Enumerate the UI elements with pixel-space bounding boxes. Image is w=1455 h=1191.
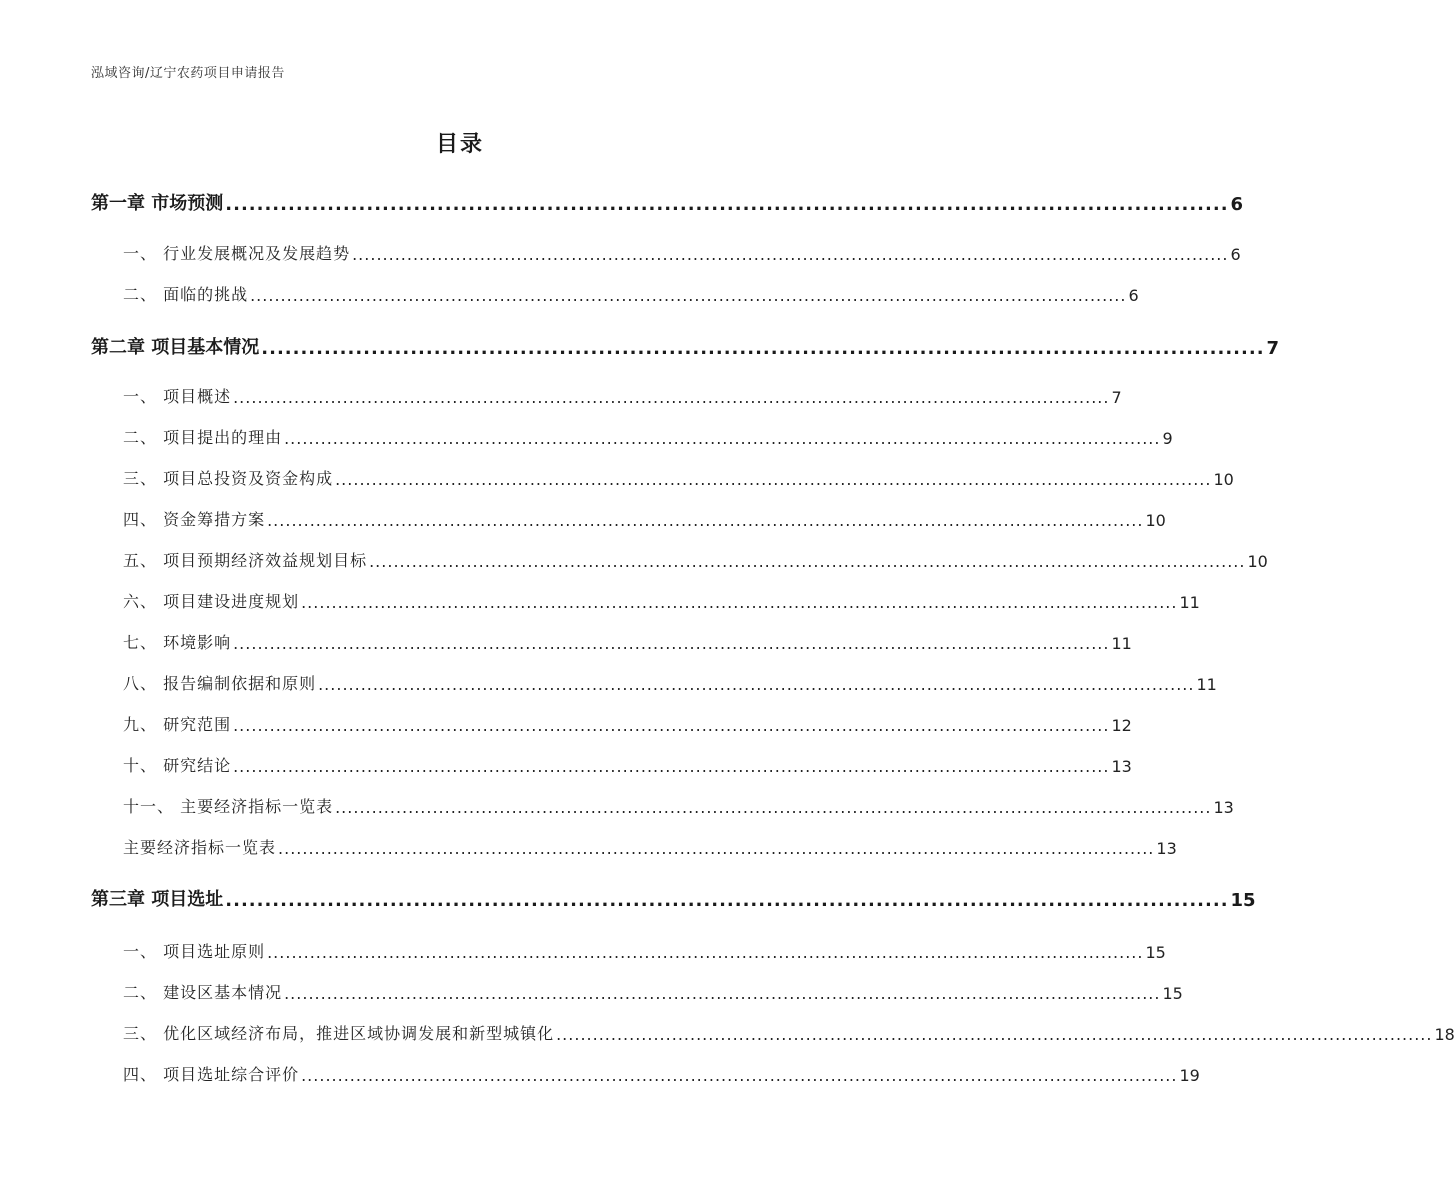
toc-entry-page: 13 (1156, 839, 1177, 858)
toc-leader-dots: ................................................................................................................................................ (233, 388, 1110, 407)
toc-entry-page: 15 (1162, 984, 1183, 1003)
toc-leader-dots: ................................................................................................................................................ (250, 286, 1127, 305)
toc-entry-page: 6 (1128, 286, 1139, 305)
toc-section-2-9[interactable] (123, 711, 1132, 735)
toc-leader-dots: ................................................................................................................................................ (301, 1066, 1178, 1085)
toc-title: 目录 (435, 132, 484, 157)
toc-entry-page: 12 (1111, 716, 1132, 735)
toc-entry-label: 三、 优化区域经济布局，推进区域协调发展和新型城镇化 (123, 1024, 555, 1043)
toc-leader-dots: ................................................................................................................................................ (352, 245, 1229, 264)
toc-entry-label: 十一、 主要经济指标一览表 (123, 797, 334, 816)
toc-section-2-5[interactable] (123, 547, 1268, 571)
toc-leader-dots: ................................................................................................................................ (261, 338, 1265, 359)
toc-leader-dots: ................................................................................................................................................ (284, 429, 1161, 448)
toc-leader-dots: ................................................................................................................................................ (267, 943, 1144, 962)
toc-section-2-1[interactable] (123, 383, 1122, 407)
running-header: 泓域咨询/辽宁农药项目申请报告 (91, 66, 285, 81)
toc-leader-dots: ................................................................................................................................................ (369, 552, 1246, 571)
toc-section-2-4[interactable] (123, 506, 1166, 530)
toc-entry-label: 一、 项目概述 (123, 387, 232, 406)
toc-entry-page: 10 (1145, 511, 1166, 530)
toc-entry-label: 四、 项目选址综合评价 (123, 1065, 300, 1084)
toc-chapter-1[interactable] (91, 189, 1244, 215)
toc-entry-page: 9 (1162, 429, 1173, 448)
toc-entry-label: 二、 建设区基本情况 (123, 983, 283, 1002)
toc-leader-dots: ................................................................................................................................................ (233, 634, 1110, 653)
toc-section-3-3[interactable] (123, 1020, 1455, 1044)
toc-leader-dots: ................................................................................................................................................ (233, 716, 1110, 735)
toc-section-2-table[interactable] (123, 834, 1177, 858)
toc-leader-dots: ................................................................................................................................................ (267, 511, 1144, 530)
toc-entry-label: 十、 研究结论 (123, 756, 232, 775)
toc-entry-page: 15 (1230, 890, 1256, 911)
toc-entry-label: 四、 资金筹措方案 (123, 510, 266, 529)
toc-entry-page: 19 (1179, 1066, 1200, 1085)
toc-leader-dots: ................................................................................................................................................ (233, 757, 1110, 776)
toc-leader-dots: ................................................................................................................................................ (284, 984, 1161, 1003)
toc-entry-page: 13 (1111, 757, 1132, 776)
toc-section-2-2[interactable] (123, 424, 1173, 448)
toc-entry-label: 三、 项目总投资及资金构成 (123, 469, 334, 488)
toc-section-1-1[interactable] (123, 240, 1241, 264)
toc-entry-label: 六、 项目建设进度规划 (123, 592, 300, 611)
toc-leader-dots: ................................................................................................................................ (225, 194, 1229, 215)
toc-entry-label: 七、 环境影响 (123, 633, 232, 652)
toc-entry-page: 15 (1145, 943, 1166, 962)
toc-entry-page: 7 (1111, 388, 1122, 407)
toc-entry-page: 11 (1111, 634, 1132, 653)
toc-leader-dots: ................................................................................................................................ (225, 890, 1229, 911)
toc-leader-dots: ................................................................................................................................................ (556, 1025, 1433, 1044)
toc-section-2-6[interactable] (123, 588, 1200, 612)
toc-entry-page: 6 (1230, 245, 1241, 264)
toc-entry-page: 11 (1179, 593, 1200, 612)
toc-section-1-2[interactable] (123, 281, 1139, 305)
toc-entry-label: 一、 行业发展概况及发展趋势 (123, 244, 351, 263)
toc-entry-page: 6 (1230, 194, 1244, 215)
toc-entry-page: 18 (1434, 1025, 1455, 1044)
toc-leader-dots: ................................................................................................................................................ (278, 839, 1155, 858)
toc-entry-label: 主要经济指标一览表 (123, 838, 277, 857)
toc-entry-label: 五、 项目预期经济效益规划目标 (123, 551, 368, 570)
toc-leader-dots: ................................................................................................................................................ (301, 593, 1178, 612)
toc-entry-label: 一、 项目选址原则 (123, 942, 266, 961)
toc-entry-page: 11 (1196, 675, 1217, 694)
toc-section-3-2[interactable] (123, 979, 1183, 1003)
toc-entry-label: 八、 报告编制依据和原则 (123, 674, 317, 693)
toc-entry-label: 九、 研究范围 (123, 715, 232, 734)
toc-section-2-10[interactable] (123, 752, 1132, 776)
toc-chapter-2[interactable] (91, 333, 1280, 359)
toc-leader-dots: ................................................................................................................................................ (335, 798, 1212, 817)
toc-entry-page: 10 (1247, 552, 1268, 571)
toc-entry-label: 第三章 项目选址 (91, 889, 224, 910)
toc-chapter-3[interactable] (91, 885, 1256, 911)
toc-entry-label: 第一章 市场预测 (91, 193, 224, 214)
toc-section-3-1[interactable] (123, 938, 1166, 962)
toc-entry-label: 二、 项目提出的理由 (123, 428, 283, 447)
toc-leader-dots: ................................................................................................................................................ (335, 470, 1212, 489)
toc-section-2-8[interactable] (123, 670, 1217, 694)
toc-entry-page: 10 (1213, 470, 1234, 489)
toc-section-2-11[interactable] (123, 793, 1234, 817)
toc-entry-label: 第二章 项目基本情况 (91, 337, 260, 358)
toc-section-2-3[interactable] (123, 465, 1234, 489)
toc-entry-label: 二、 面临的挑战 (123, 285, 249, 304)
toc-entry-page: 7 (1266, 338, 1280, 359)
toc-section-3-4[interactable] (123, 1061, 1200, 1085)
toc-leader-dots: ................................................................................................................................................ (318, 675, 1195, 694)
toc-entry-page: 13 (1213, 798, 1234, 817)
toc-section-2-7[interactable] (123, 629, 1132, 653)
